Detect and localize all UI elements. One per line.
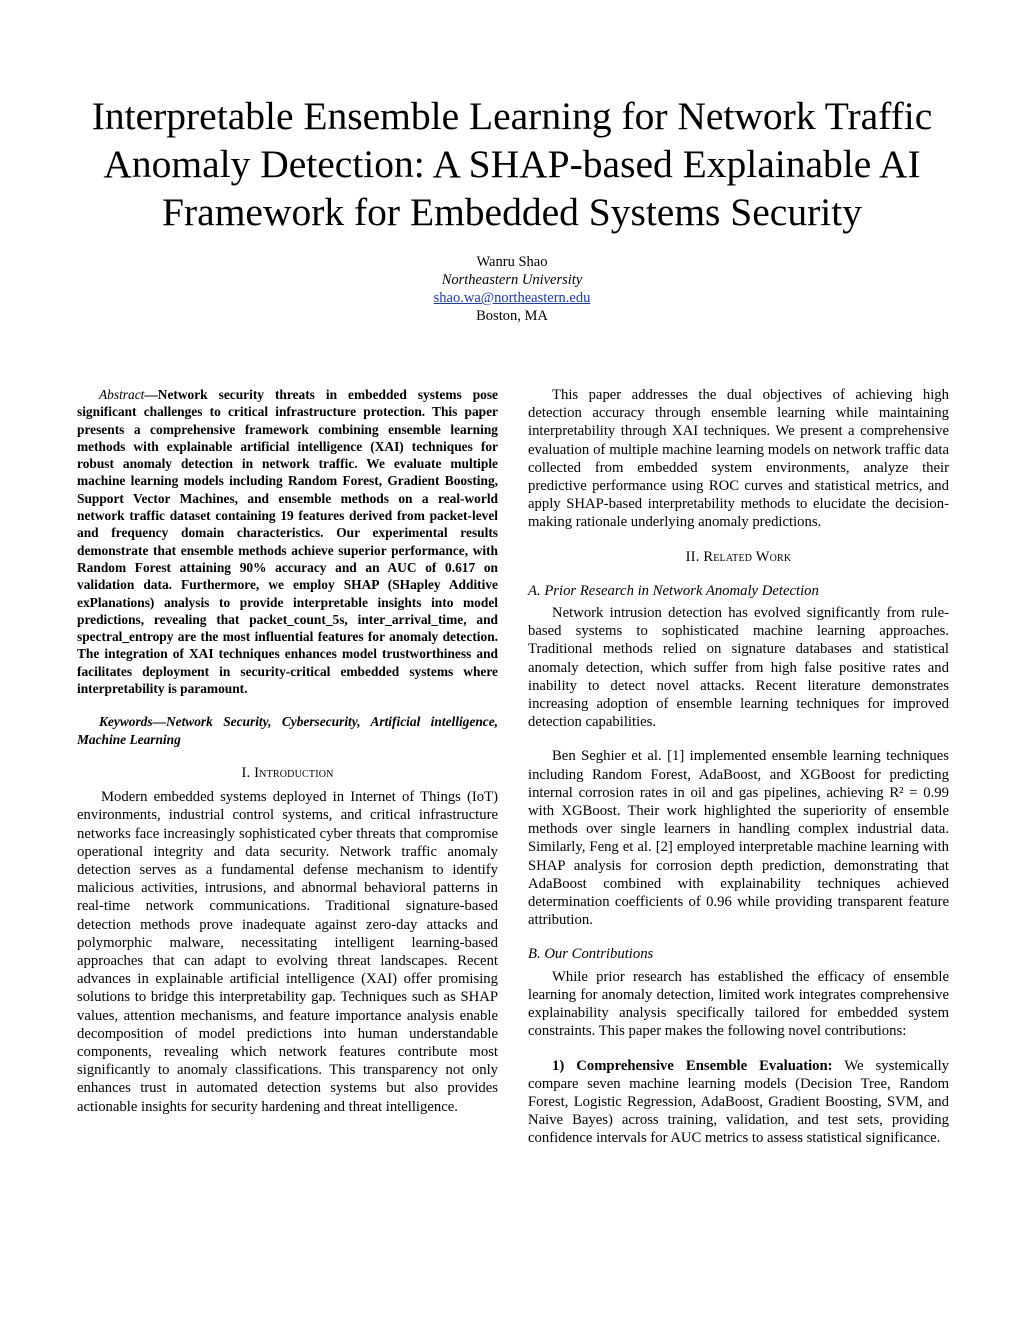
author-name: Wanru Shao [476, 254, 548, 270]
abstract-label: Abstract [99, 387, 145, 402]
intro-paragraph-2: This paper addresses the dual objectives of achieving high detection accuracy through ensemble learning while maintaining interpretability through XAI techniques. We present a comprehensive evaluation of multiple machine learning models on network traffic data collected from embedded system environments, analyze their predictive performance using ROC curves and statistical metrics, and apply SHAP-based interpretability methods to elucidate the decision-making rationale underlying anomaly predictions. [528, 387, 949, 531]
paper-title: Interpretable Ensemble Learning for Network Traffic Anomaly Detection: A SHAP-based Explainable AI Framework for Embedded Systems Security [91, 94, 933, 234]
right-column [528, 386, 949, 1148]
author-block [312, 253, 712, 325]
contribution-item-1 [528, 1057, 949, 1148]
related-work-paragraph-1: Network intrusion detection has evolved significantly from rule-based systems to sophisticated machine learning approaches. Traditional methods relied on signature databases and statistical anomaly detection, which suffer from high false positive rates and inability to detect novel attacks. Recent literature demonstrates increasing adoption of ensemble learning techniques for improved detection capabilities. [528, 605, 949, 731]
author-affiliation: Northeastern University [441, 272, 583, 288]
subsection-heading-contributions: B. Our Contributions [528, 946, 654, 963]
contribution-item-1-text: We systemically compare seven machine learning models (Decision Tree, Random Forest, Logistic Regression, AdaBoost, Gradient Boosting, SVM, and Naive Bayes) across training, validation, and test sets, providing confidence intervals for AUC metrics to assess statistical significance. [528, 1057, 949, 1147]
related-work-paragraph-2: Ben Seghier et al. [1] implemented ensemble learning techniques including Random Forest, AdaBoost, and XGBoost for predicting internal corrosion rates in oil and gas pipelines, achieving R² = 0.99 with XGBoost. Their work highlighted the superiority of ensemble methods over single learners in handling complex industrial data. Similarly, Feng et al. [2] employed interpretable machine learning with SHAP analysis for corrosion depth prediction, demonstrating that AdaBoost combined with explainability techniques achieved determination coefficients of 0.96 while providing transparent feature attribution. [528, 748, 949, 929]
section-heading-related-work: II. Related Work [685, 548, 792, 565]
contribution-item-1-title: 1) Comprehensive Ensemble Evaluation: [552, 1057, 833, 1074]
author-email-link[interactable]: shao.wa@northeastern.edu [433, 290, 591, 306]
author-location: Boston, MA [476, 308, 548, 324]
subsection-heading-prior-research: A. Prior Research in Network Anomaly Detection [528, 582, 819, 599]
keywords: Keywords—Network Security, Cybersecurity, Artificial intelligence, Machine Learning [77, 714, 498, 747]
abstract [77, 386, 498, 697]
abstract-text: Network security threats in embedded systems pose significant challenges to critical infrastructure protection. This paper presents a comprehensive framework combining ensemble learning methods with explainable artificial intelligence (XAI) techniques for robust anomaly detection in network traffic. We evaluate multiple machine learning models including Random Forest, Gradient Boosting, Support Vector Machines, and ensemble methods on a real-world network traffic dataset containing 19 features derived from packet-level and frequency domain characteristics. Our experimental results demonstrate that ensemble methods achieve superior performance, with Random Forest attaining 90% accuracy and an AUC of 0.617 on validation data. Furthermore, we employ SHAP (SHapley Additive exPlanations) analysis to provide interpretable insights into model predictions, revealing that packet_count_5s, inter_arrival_time, and spectral_entropy are the most influential features for anomaly detection. The integration of XAI techniques enhances model trustworthiness and facilitates deployment in security-critical embedded systems where interpretability is paramount. [77, 387, 498, 697]
intro-paragraph-1: Modern embedded systems deployed in Internet of Things (IoT) environments, industrial control systems, and critical infrastructure networks face increasingly sophisticated cyber threats that compromise operational integrity and data security. Network traffic anomaly detection serves as a fundamental defense mechanism to identify malicious activities, intrusions, and abnormal behavioral patterns in real-time network communications. Traditional signature-based detection methods prove inadequate against zero-day attacks and polymorphic malware, necessitating intelligent learning-based approaches that can adapt to evolving threat landscapes. Recent advances in explainable artificial intelligence (XAI) offer promising solutions to bridge this interpretability gap. Techniques such as SHAP values, attention mechanisms, and feature importance analysis enable decomposition of model predictions into human understandable components, revealing which network features contribute most significantly to anomaly classifications. This transparency not only enhances trust in automated detection systems but also provides actionable insights for security hardening and threat intelligence. [77, 789, 498, 1115]
left-column [77, 386, 498, 1116]
abstract-separator: — [144, 387, 158, 402]
section-heading-introduction: I. Introduction [241, 764, 334, 781]
contributions-paragraph: While prior research has established the efficacy of ensemble learning for anomaly detection, limited work integrates comprehensive explainability analysis specifically tailored for embedded system constraints. This paper makes the following novel contributions: [528, 968, 949, 1040]
